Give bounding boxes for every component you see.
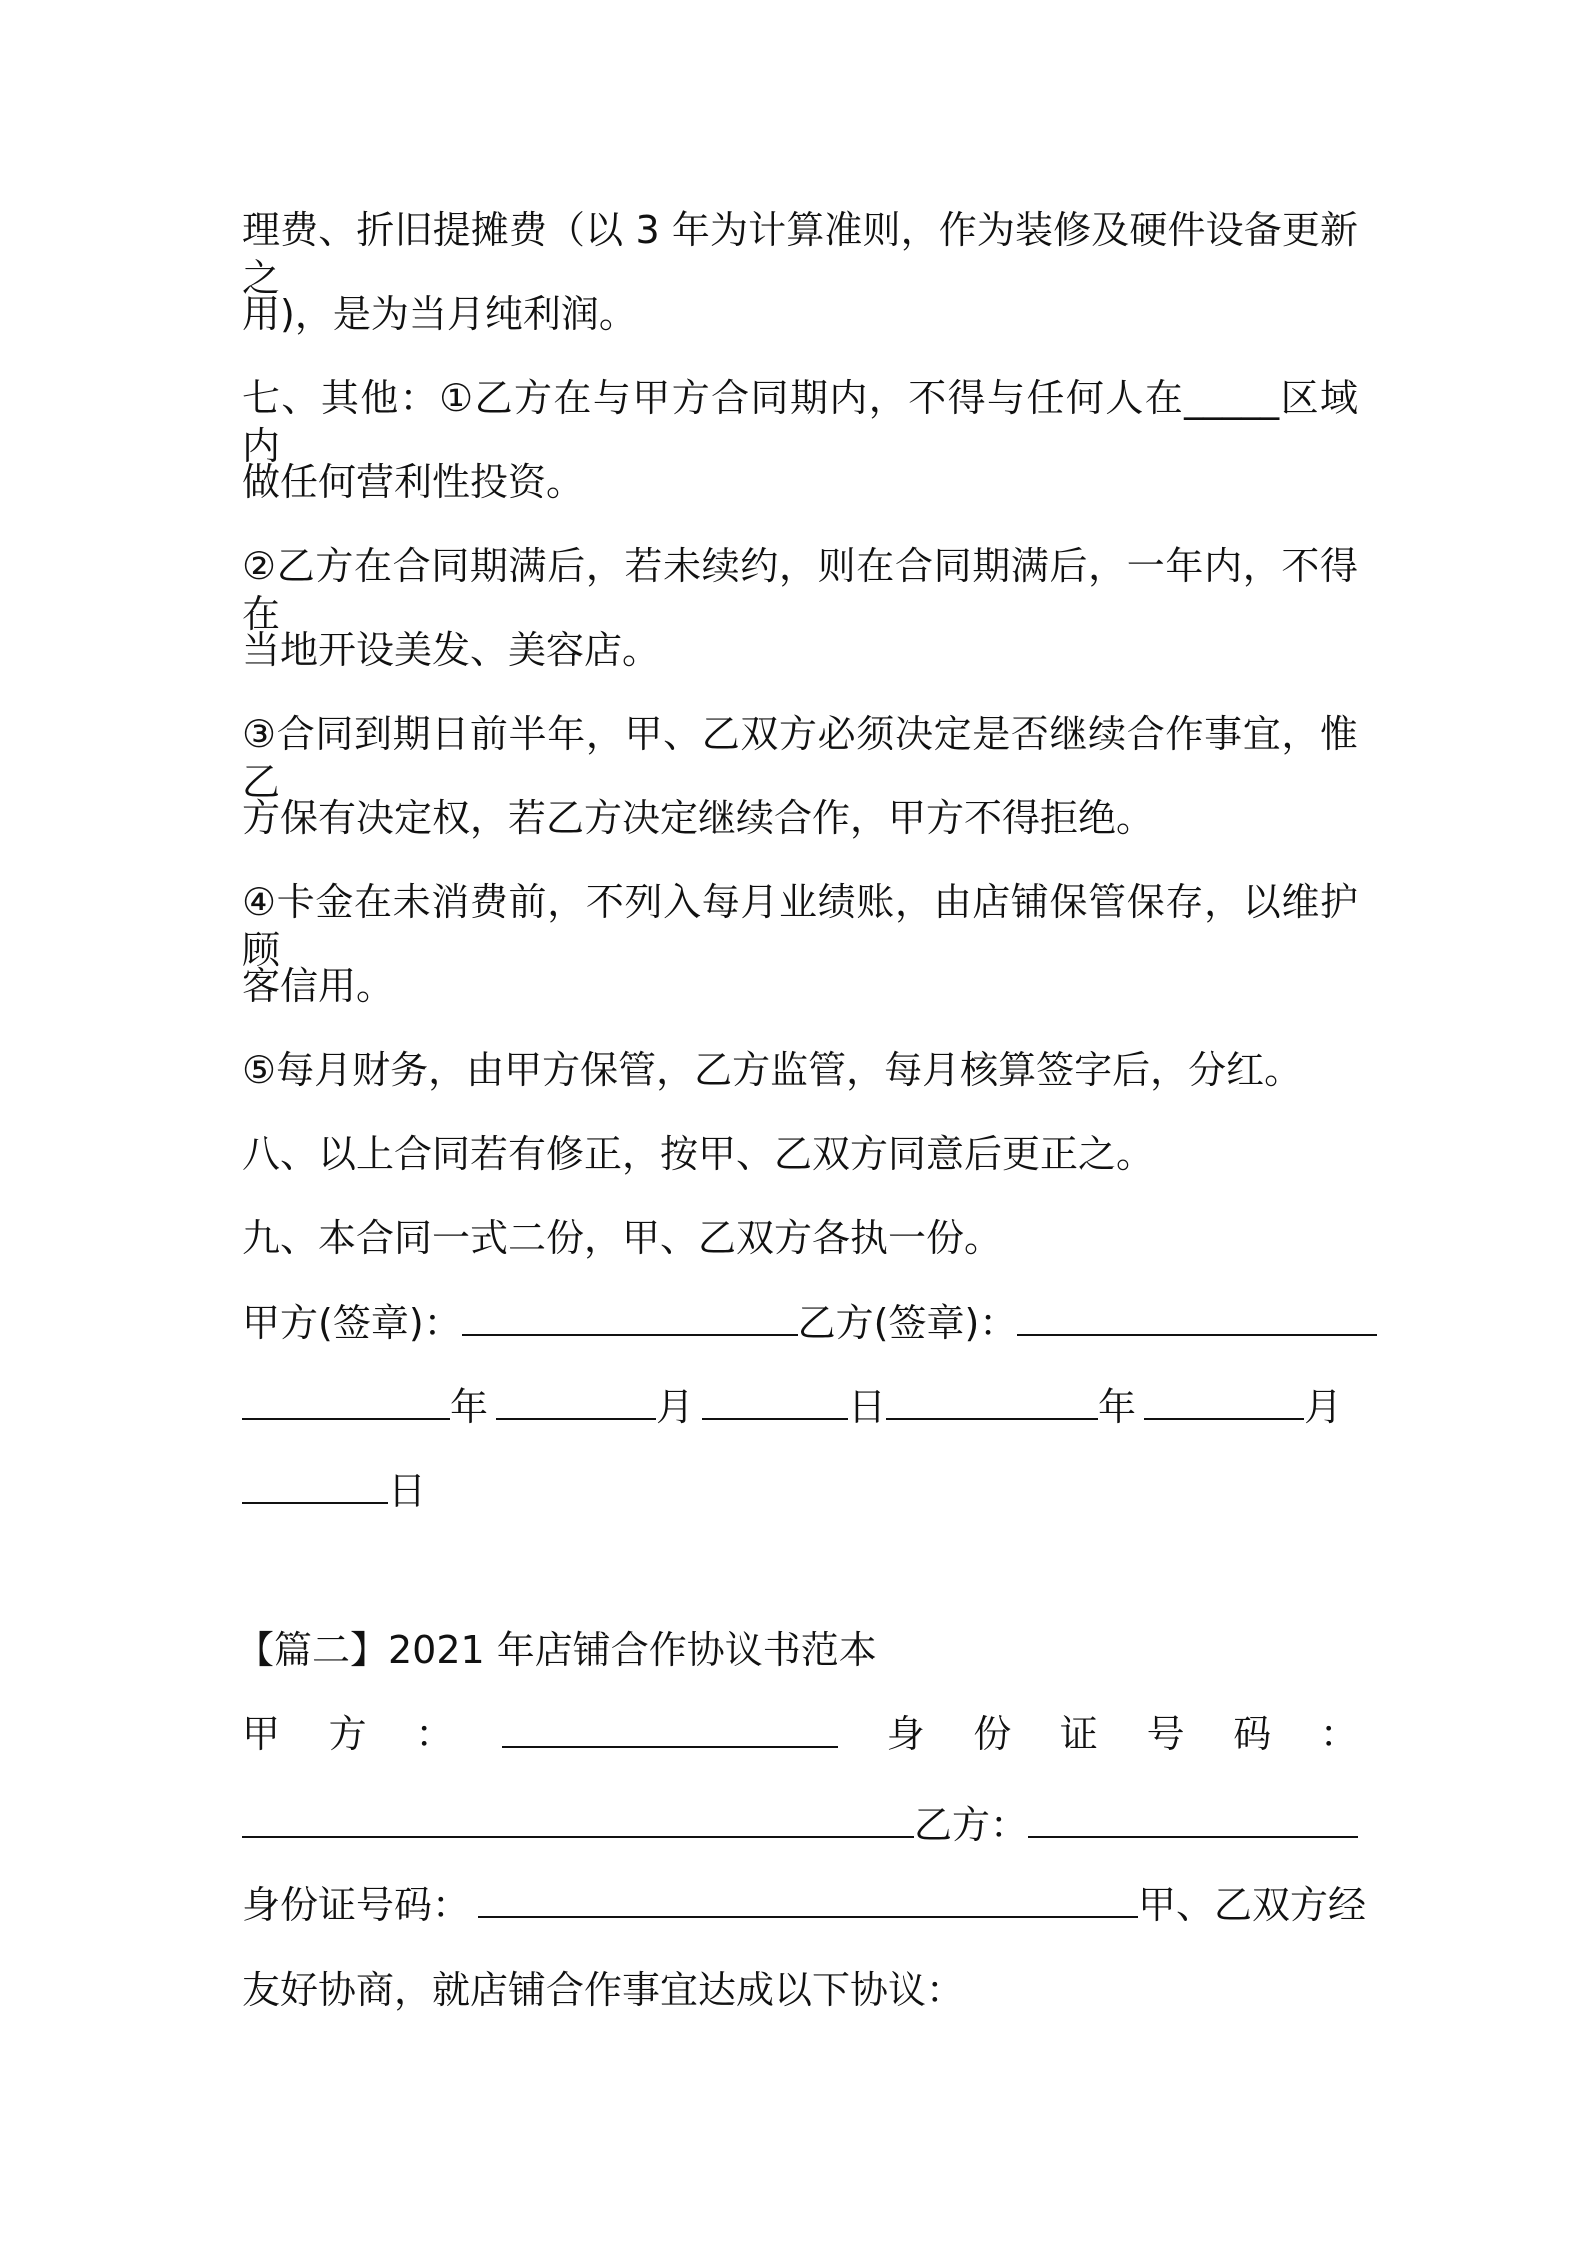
clause-7-2-line-1: ②乙方在合同期满后，若未续约，则在合同期满后，一年内，不得在	[242, 544, 1358, 636]
clause-7-4-line-2: 客信用。	[242, 964, 395, 1008]
clause-8: 八、以上合同若有修正，按甲、乙双方同意后更正之。	[242, 1132, 1155, 1176]
party-a-char-3: ：	[415, 1712, 454, 1756]
month-a-label: 月	[656, 1385, 695, 1429]
date-line-2	[242, 1466, 1358, 1515]
party-b-name-blank	[1028, 1800, 1358, 1838]
party-b-id-blank	[478, 1880, 1138, 1918]
month-b-blank	[1144, 1382, 1304, 1420]
clause-7-line-1: 七、其他：①乙方在与甲方合同期内，不得与任何人在_____区域内	[242, 376, 1358, 468]
party-a-char-2: 方	[328, 1712, 367, 1756]
clause-7-3-line-1: ③合同到期日前半年，甲、乙双方必须决定是否继续合作事宜，惟乙	[242, 712, 1358, 804]
day-b-label: 日	[388, 1469, 427, 1513]
intro-tail: 甲、乙双方经	[1138, 1883, 1367, 1927]
signature-line	[242, 1298, 1358, 1347]
month-b-label: 月	[1304, 1385, 1343, 1429]
text-line-2: 用)，是为当月纯利润。	[242, 292, 637, 336]
party-a-sign-label: 甲方(签章)：	[242, 1301, 462, 1345]
id-char-5: 码	[1233, 1712, 1272, 1756]
clause-7-3-line-2: 方保有决定权，若乙方决定继续合作，甲方不得拒绝。	[242, 796, 1155, 840]
year-b-blank	[886, 1382, 1098, 1420]
id-char-6: ：	[1319, 1712, 1358, 1756]
id-char-1: 身	[886, 1712, 925, 1756]
date-line	[242, 1382, 1358, 1431]
id-char-2: 份	[973, 1712, 1012, 1756]
year-a-label: 年	[450, 1385, 489, 1429]
party-b-sign-label: 乙方(签章)：	[797, 1301, 1018, 1345]
party-a-name-blank	[502, 1710, 838, 1748]
month-a-blank	[496, 1382, 656, 1420]
day-a-label: 日	[848, 1385, 887, 1429]
text-line-1: 理费、折旧提摊费（以 3 年为计算准则，作为装修及硬件设备更新之	[242, 208, 1358, 300]
party-b-sign-blank	[1017, 1298, 1377, 1336]
party-b-label: 乙方：	[914, 1803, 1029, 1847]
party-a-char-1: 甲	[242, 1712, 281, 1756]
day-b-blank	[242, 1466, 388, 1504]
clause-7-5: ⑤每月财务，由甲方保管，乙方监管，每月核算签字后，分红。	[242, 1048, 1303, 1092]
intro-line: 友好协商，就店铺合作事宜达成以下协议：	[242, 1968, 965, 2012]
clause-9: 九、本合同一式二份，甲、乙双方各执一份。	[242, 1216, 1003, 1260]
party-b-id-label: 身份证号码：	[242, 1883, 471, 1927]
section-2-title: 【篇二】2021 年店铺合作协议书范本	[236, 1628, 877, 1672]
year-a-blank	[242, 1382, 450, 1420]
clause-7-2-line-2: 当地开设美发、美容店。	[242, 628, 661, 672]
id-char-4: 号	[1146, 1712, 1185, 1756]
id-char-3: 证	[1059, 1712, 1098, 1756]
party-b-id-row	[242, 1880, 1367, 1929]
year-b-label: 年	[1098, 1385, 1137, 1429]
party-a-row	[242, 1710, 1358, 1758]
party-a-id-blank	[242, 1800, 914, 1838]
party-a-sign-blank	[462, 1298, 798, 1336]
party-b-row	[242, 1800, 1358, 1849]
clause-7-4-line-1: ④卡金在未消费前，不列入每月业绩账，由店铺保管保存，以维护顾	[242, 880, 1358, 972]
day-a-blank	[702, 1382, 848, 1420]
clause-7-line-2: 做任何营利性投资。	[242, 460, 585, 504]
